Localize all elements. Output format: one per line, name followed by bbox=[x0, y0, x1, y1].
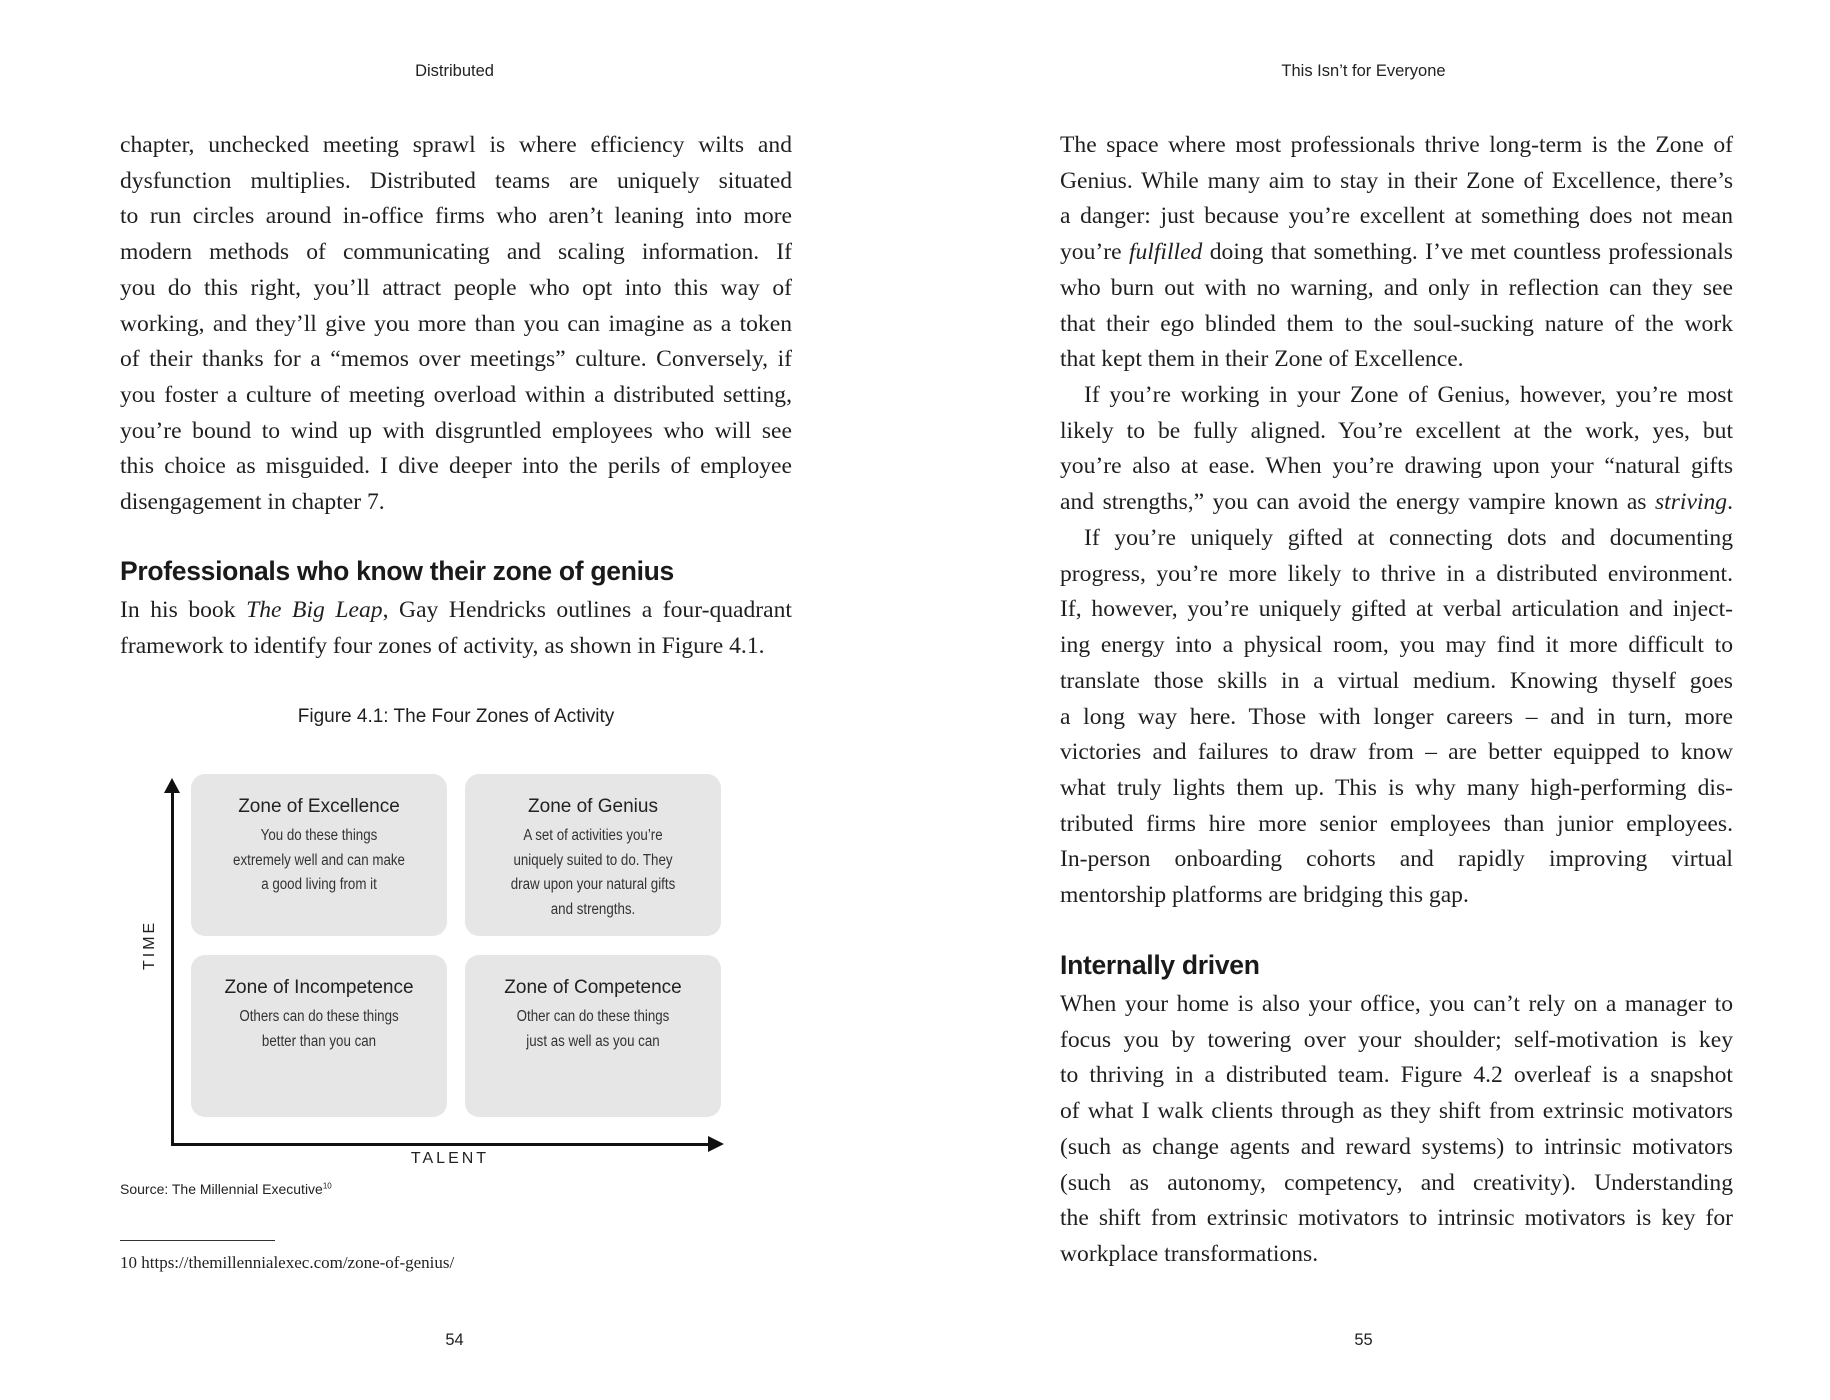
text-line: to thriving in a distributed team. Figure 4.2 overleaf is a snapshot bbox=[1060, 1062, 1733, 1089]
text-line: the shift from extrinsic motivators to intrinsic motivators is key for bbox=[1060, 1205, 1733, 1232]
text-run: , Gay Hendricks outlines a four-quadrant bbox=[382, 597, 792, 623]
text-line: you’re bound to wind up with disgruntled employees who will see bbox=[120, 417, 792, 444]
x-axis-line bbox=[171, 1143, 711, 1146]
zone-description: Others can do these things better than you can bbox=[239, 1008, 399, 1050]
text-line: tributed firms hire more senior employees than junior employees. bbox=[1060, 810, 1733, 837]
text-run: you’re bbox=[1060, 239, 1129, 266]
text-run: doing that something. I’ve met countless professionals bbox=[1202, 239, 1733, 266]
page-number: 54 bbox=[445, 1331, 464, 1349]
text-line: mentorship platforms are bridging this gap. bbox=[1060, 882, 1469, 909]
text-line: focus you by towering over your shoulder; self-motivation is key bbox=[1060, 1026, 1733, 1053]
text-line: workplace transformations. bbox=[1060, 1240, 1319, 1267]
figure-source bbox=[120, 1181, 332, 1197]
text-line: (such as change agents and reward systems) to intrinsic motivators bbox=[1060, 1133, 1733, 1160]
text-line: of their thanks for a “memos over meetings” culture. Conversely, if bbox=[120, 346, 792, 373]
right-page bbox=[915, 0, 1830, 1400]
text-line: The space where most professionals thrive long-term is the Zone of bbox=[1060, 132, 1733, 158]
text-line: what truly lights them up. This is why many high-performing dis- bbox=[1060, 774, 1733, 801]
text-line: If, however, you’re uniquely gifted at verbal articulation and inject- bbox=[1060, 596, 1733, 623]
text-line: of what I walk clients through as they shift from extrinsic motivators bbox=[1060, 1098, 1733, 1125]
text-line: victories and failures to draw from – are better equipped to know bbox=[1060, 739, 1733, 766]
text-line: you foster a culture of meeting overload within a distributed setting, bbox=[120, 381, 792, 408]
text-line: disengagement in chapter 7. bbox=[120, 489, 385, 516]
text-line: dysfunction multiplies. Distributed teams are uniquely situated bbox=[120, 167, 792, 194]
page-number: 55 bbox=[1354, 1331, 1373, 1349]
text-line: you do this right, you’ll attract people who opt into this way of bbox=[120, 274, 792, 301]
figure-title: Figure 4.1: The Four Zones of Activity bbox=[297, 706, 615, 727]
zone-description: You do these things extremely well and can make a good living from it bbox=[233, 827, 405, 893]
arrow-right-icon bbox=[708, 1136, 724, 1152]
text-line: you’re also at ease. When you’re drawing upon your “natural gifts bbox=[1060, 453, 1733, 480]
y-axis-line bbox=[171, 790, 174, 1146]
zone-genius bbox=[465, 774, 721, 936]
emphasis: fulfilled bbox=[1128, 239, 1203, 266]
text-line: likely to be fully aligned. You’re excellent at the work, yes, but bbox=[1060, 417, 1733, 444]
zone-title: Zone of Incompetence bbox=[224, 977, 414, 998]
book-title: The Big Leap bbox=[246, 597, 383, 623]
zone-title: Zone of Excellence bbox=[238, 796, 400, 817]
text-line: a danger: just because you’re excellent at something does not mean bbox=[1060, 203, 1733, 230]
zone-excellence bbox=[191, 774, 447, 936]
text-line: progress, you’re more likely to thrive in a distributed environment. bbox=[1060, 560, 1733, 587]
x-axis-label: TALENT bbox=[410, 1150, 490, 1167]
text-line: chapter, unchecked meeting sprawl is where efficiency wilts and bbox=[120, 132, 792, 158]
section-heading: Internally driven bbox=[1060, 950, 1260, 980]
text-line: If you’re working in your Zone of Genius, however, you’re most bbox=[1084, 382, 1733, 408]
body-paragraph bbox=[120, 128, 792, 521]
text-line bbox=[120, 593, 792, 629]
running-head: This Isn’t for Everyone bbox=[1281, 62, 1446, 80]
text-run: In his book bbox=[120, 597, 247, 623]
text-line: ing energy into a physical room, you may find it more difficult to bbox=[1060, 632, 1733, 659]
source-text: Source: The Millennial Executive bbox=[120, 1181, 323, 1197]
footnote: 10 https://themillennialexec.com/zone-of-genius/ bbox=[120, 1253, 455, 1272]
body-paragraph bbox=[120, 593, 792, 664]
text-run: . bbox=[1727, 489, 1733, 516]
text-line: In-person onboarding cohorts and rapidly improving virtual bbox=[1060, 846, 1733, 873]
zone-title: Zone of Competence bbox=[504, 977, 682, 998]
body-paragraph bbox=[1060, 521, 1733, 914]
text-line: Genius. While many aim to stay in their Zone of Excellence, there’s bbox=[1060, 167, 1733, 194]
text-run: and strengths,” you can avoid the energy vampire known as bbox=[1060, 489, 1655, 516]
text-line: framework to identify four zones of activity, as shown in Figure 4.1. bbox=[120, 632, 765, 659]
body-paragraph bbox=[1060, 378, 1733, 521]
zone-title: Zone of Genius bbox=[528, 796, 658, 817]
text-line: (such as autonomy, competency, and creativity). Understanding bbox=[1060, 1169, 1733, 1196]
text-line: who burn out with no warning, and only in reflection can they see bbox=[1060, 274, 1733, 301]
footnote-divider bbox=[120, 1240, 275, 1241]
text-line: translate those skills in a virtual medium. Knowing thyself goes bbox=[1060, 667, 1733, 694]
text-line: If you’re uniquely gifted at connecting dots and documenting bbox=[1084, 525, 1733, 551]
text-line: to run circles around in-office firms who aren’t leaning into more bbox=[120, 203, 792, 230]
section-heading: Professionals who know their zone of genius bbox=[120, 556, 674, 586]
body-paragraph bbox=[1060, 987, 1733, 1273]
footnote-ref: 10 bbox=[322, 1181, 332, 1191]
zone-description: Other can do these things just as well as you can bbox=[516, 1008, 670, 1050]
y-axis-label: TIME bbox=[141, 919, 158, 970]
text-line bbox=[1060, 235, 1733, 271]
text-line bbox=[1060, 485, 1733, 521]
zone-incompetence bbox=[191, 955, 447, 1117]
text-line: working, and they’ll give you more than you can imagine as a token bbox=[120, 310, 792, 337]
arrow-up-icon bbox=[164, 778, 180, 793]
emphasis: striving bbox=[1654, 489, 1728, 516]
body-paragraph bbox=[1060, 128, 1733, 378]
text-line: When your home is also your office, you can’t rely on a manager to bbox=[1060, 991, 1733, 1017]
text-line: that kept them in their Zone of Excellence. bbox=[1060, 346, 1464, 373]
text-line: a long way here. Those with longer careers – and in turn, more bbox=[1060, 703, 1733, 730]
zone-description: A set of activities you’re uniquely suited to do. They draw upon your natural gifts and strengths. bbox=[510, 827, 676, 918]
zone-competence bbox=[465, 955, 721, 1117]
text-line: that their ego blinded them to the soul-sucking nature of the work bbox=[1060, 310, 1733, 337]
running-head: Distributed bbox=[415, 62, 494, 80]
text-line: modern methods of communicating and scaling information. If bbox=[120, 239, 792, 266]
text-line: this choice as misguided. I dive deeper into the perils of employee bbox=[120, 453, 792, 480]
